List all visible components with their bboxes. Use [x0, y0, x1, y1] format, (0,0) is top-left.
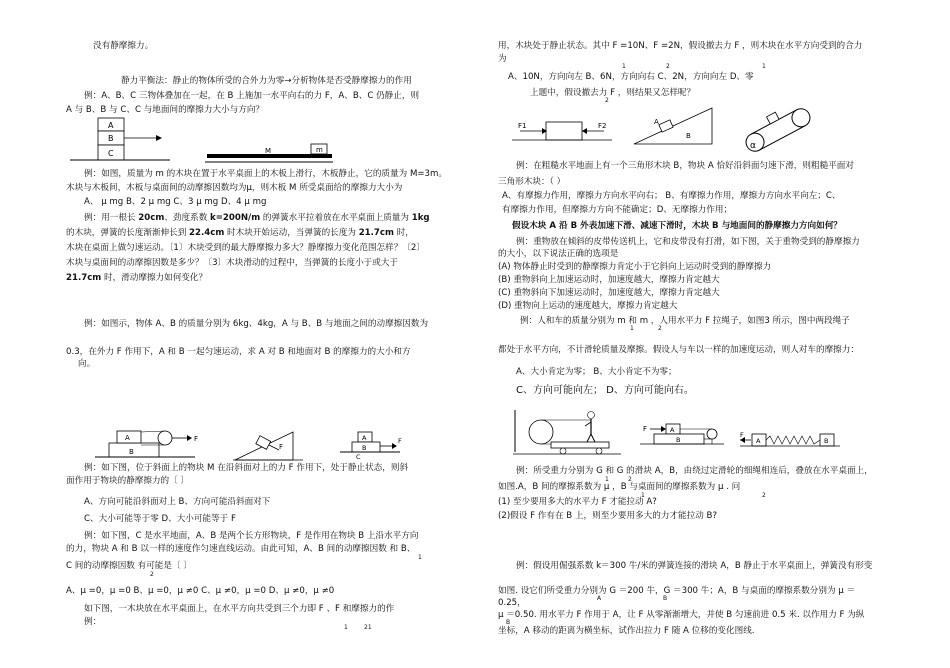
subscript: 2: [628, 476, 632, 483]
left-text-line: C、大小可能等于零 D、大小可能等于 F: [84, 514, 236, 524]
label-b: B: [362, 444, 367, 452]
label-m-board: M: [265, 147, 272, 155]
right-text-line: μ ＝0.50. 用水平力 F 作用于 A，让 F 从零渐渐增大，并使 B 匀速前进 0.5 米. 以作用力 F 为纵: [498, 610, 865, 620]
ab-pulley-figure: [640, 418, 725, 452]
subscript: 1: [630, 325, 634, 332]
left-text-line: 例：: [84, 617, 102, 627]
label-m-block: m: [316, 146, 323, 154]
label-c: C: [356, 453, 361, 461]
left-text-line: 例：如下图，C 是水平地面，A、B 是两个长方形物块，F 是作用在物块 B 上沿水平方向: [84, 531, 419, 541]
label-f2: F2: [598, 122, 607, 130]
left-text-line: A 与 B、B 与 C、C 与地面间的摩擦力大小与方向？: [66, 105, 265, 115]
right-text-line: 有摩擦力作用，但摩擦力方向不能确定；D、无摩擦力作用；: [502, 205, 733, 215]
label-f1: F1: [518, 122, 527, 130]
right-text-line: 的大小，以下说法正确的选项是: [498, 249, 619, 259]
label-alpha: α: [750, 141, 756, 151]
right-text-line: A、有摩擦力作用，摩擦力方向水平向右； B、有摩擦力作用，摩擦力方向水平向左；C、: [502, 191, 841, 201]
right-text-line: A、10N，方向向左 B、6N，方向向右 C、2N，方向向左 D、零: [508, 72, 754, 82]
left-text-line: A、μ =0，μ =0 B、μ =0，μ ≠0 C、μ ≠0，μ =0 D、μ ≠0，μ ≠0: [66, 586, 335, 596]
label-a: A: [654, 118, 659, 126]
stacked-blocks-figure: [60, 116, 180, 164]
right-text-line: 例：在粗糙水平地面上有一个三角形木块 B，物块 A 恰好沿斜面匀速下滑，则粗糙平面对: [516, 161, 854, 171]
left-text-line: 例：如图示，物体 A、B 的质量分别为 6kg、4kg，A 与 B、B 与地面之间的动摩擦因数为: [84, 319, 429, 329]
left-text-line: 如下图，一木块放在水平桌面上，在水平方向共受到三个力即 F 、F 和摩擦力的作: [84, 604, 395, 614]
abc-force-figure: [340, 428, 410, 464]
left-text-line: C 间的动摩擦因数 有可能是〔 〕: [66, 561, 192, 571]
label-b: B: [686, 132, 691, 140]
subscript: 1: [344, 624, 348, 631]
left-text-line: 的木块，弹簧的长度渐渐伸长到 22.4cm 时木块开始运动，当弹簧的长度为 21.7cm 时，: [66, 228, 414, 238]
left-text-line: 静力平衡法：静止的物体所受的合外力为零→分析物体是否受静摩擦力的作用: [121, 76, 412, 86]
left-text-line: 例：如下图，位于斜面上的物块 M 在沿斜面对上的力 F 作用下，处于静止状态，则斜: [84, 463, 409, 473]
right-text-line: (1) 至少要用多大的水平力 F 才能拉动 A?: [498, 497, 657, 507]
subscript: 21: [364, 624, 372, 631]
subscript: 2: [605, 97, 609, 104]
right-text-line: 上题中，假设撤去力 F ，则结果又怎样呢？: [530, 88, 696, 98]
label-f: F: [194, 435, 199, 443]
left-text-line: 例：用一根长 20cm、劲度系数 k=200N/m 的弹簧水平拉着放在水平桌面上质量为 1kg: [84, 213, 430, 223]
right-text-line: (D) 重物向上运动的速度越大，摩擦力肯定越大: [498, 301, 678, 311]
left-text-line: 21.7cm 时，滑动摩擦力如何变化？: [66, 273, 208, 283]
left-text-line: 向。: [78, 359, 96, 369]
pulley-figure: [95, 425, 205, 467]
label-a: A: [670, 426, 675, 434]
spring-figure: [740, 430, 840, 456]
right-text-line: 假设木块 A 沿 B 外表加速下滑、减速下滑时，木块 B 与地面间的静摩擦力方向如何？: [512, 221, 842, 231]
left-text-line: 0.3，在外力 F 作用下，A 和 B 一起匀速运动，求 A 对 B 和地面对 B 的摩擦力的大小和方: [66, 347, 411, 357]
right-text-line: 0.25，: [498, 598, 526, 608]
right-text-line: 例：所受重力分别为 G 和 G 的滑块 A，B，由绕过定滑轮的细绳相连后，叠放在水平桌面上，: [516, 466, 873, 476]
label-b: B: [676, 436, 681, 444]
left-text-line: 例：A、B、C 三物体叠加在一起，在 B 上施加一水平向右的力 F，A、B、C 仍静止，则: [84, 91, 420, 101]
subscript: 2: [762, 492, 766, 499]
right-text-line: (B) 重物斜向上加速运动时，加速度越大，摩擦力肯定越大: [498, 275, 720, 285]
label-b: B: [108, 134, 114, 143]
right-text-line: 例：假设用倔强系数 k＝300 牛/米的弹簧连接的滑块 A，B 静止于水平桌面上，弹簧没有形变: [516, 561, 873, 571]
right-text-line: 坐标，A 移动的距离为横坐标，试作出拉力 F 随 A 位移的变化图线.: [498, 626, 755, 636]
right-text-line: 如图.A，B 间的摩擦系数为 μ ，B 与桌面间的摩擦系数为 μ . 问: [498, 482, 741, 492]
left-text-line: 面作用于物块的静摩擦力的〔 〕: [66, 476, 190, 486]
right-text-line: C、方向可能向左； D、方向可能向右。: [516, 385, 694, 396]
left-text-line: 木块在桌面上做匀速运动。〔1〕木块受到的最大静摩擦力多大？静摩擦力变化范围怎样？〔2〕: [66, 243, 425, 253]
label-a: A: [362, 434, 367, 442]
right-text-line: (A) 物体静止时受到的静摩擦力肯定小于它斜向上运动时受到的静摩擦力: [498, 262, 772, 272]
right-text-line: 例：重物放在倾斜的皮带传送机上，它和皮带没有打滑，如下图，关于重物受到的静摩擦力: [516, 237, 860, 247]
board-block-figure: [205, 142, 335, 166]
right-text-line: 例：人和车的质量分别为 m 和 m ，人用水平力 F 拉绳子，如图3 所示，图中两段绳子: [520, 316, 850, 326]
left-text-line: 的力，物块 A 和 B 以一样的速度作匀速直线运动。由此可知，A、B 间的动摩擦因数 和 B、: [66, 544, 416, 554]
right-text-line: 为: [498, 54, 507, 64]
incline-figure: [233, 428, 313, 464]
left-text-line: 没有静摩擦力。: [93, 41, 154, 51]
subscript: 2: [658, 325, 662, 332]
label-b: B: [129, 448, 134, 456]
label-f: F: [740, 431, 744, 439]
right-text-line: (2)假设 F 作有在 B 上，则至少要用多大的力才能拉动 B?: [498, 511, 718, 521]
left-text-line: 例：如图，质量为 m 的木块在置于水平桌面上的木板上滑行，木板静止，它的质量为 M=3m。: [84, 169, 447, 179]
conveyor-belt-figure: [738, 98, 818, 154]
subscript: B: [663, 595, 668, 602]
right-text-line: 如图. 设它们所受重力分别为 G ＝200 牛，G ＝300 牛；A，B 与桌面的摩擦系数分别为 μ ＝: [498, 586, 856, 596]
label-f: F: [643, 425, 648, 433]
subscript: 1: [605, 476, 609, 483]
subscript: 1: [622, 63, 626, 70]
subscript: A: [597, 595, 602, 602]
right-text-line: 三角形木块：（ ）: [498, 177, 566, 187]
label-a: A: [756, 437, 761, 445]
label-b: B: [824, 437, 829, 445]
left-text-line: A、 μ mg B、2 μ mg C、3 μ mg D、4 μ mg: [84, 197, 267, 207]
subscript: 2: [666, 63, 670, 70]
right-text-line: A、大小肯定为零； B、大小肯定不为零；: [516, 367, 677, 377]
subscript: 1: [418, 554, 422, 561]
left-text-line: A、方向可能沿斜面对上 B、方向可能沿斜面对下: [84, 497, 271, 507]
subscript: B: [506, 619, 511, 626]
label-c: C: [108, 149, 114, 158]
left-text-line: 木块与木板间，木板与桌面间的动摩擦因数均为μ，则木板 M 所受桌面给的摩擦力大小为: [66, 183, 403, 193]
subscript: 1: [762, 63, 766, 70]
label-f: F: [279, 443, 284, 451]
label-a: A: [108, 121, 114, 130]
person-cart-figure: [513, 408, 623, 458]
wedge-figure: [632, 104, 722, 148]
subscript: 2: [150, 571, 154, 578]
right-text-line: (C) 重物斜向下加速运动时，加速度越大，摩擦力肯定越大: [498, 288, 720, 298]
left-text-line: 木块与桌面间的动摩擦因数是多少？〔3〕木块滑动的过程中，当弹簧的长度小于或大于: [66, 258, 399, 268]
subscript: 1: [641, 492, 645, 499]
right-text-line: 用，木块处于静止状态。其中 F =10N、F =2N，假设撤去力 F ，则木块在水平方向受到的合力: [498, 41, 863, 51]
label-a: A: [125, 434, 130, 442]
f1-f2-figure: [512, 118, 612, 150]
label-f: F: [398, 437, 402, 445]
right-text-line: 都处于水平方向，不计滑轮质量及摩擦。假设人与车以一样的加速度运动，则人对车的摩擦力：: [498, 345, 859, 355]
